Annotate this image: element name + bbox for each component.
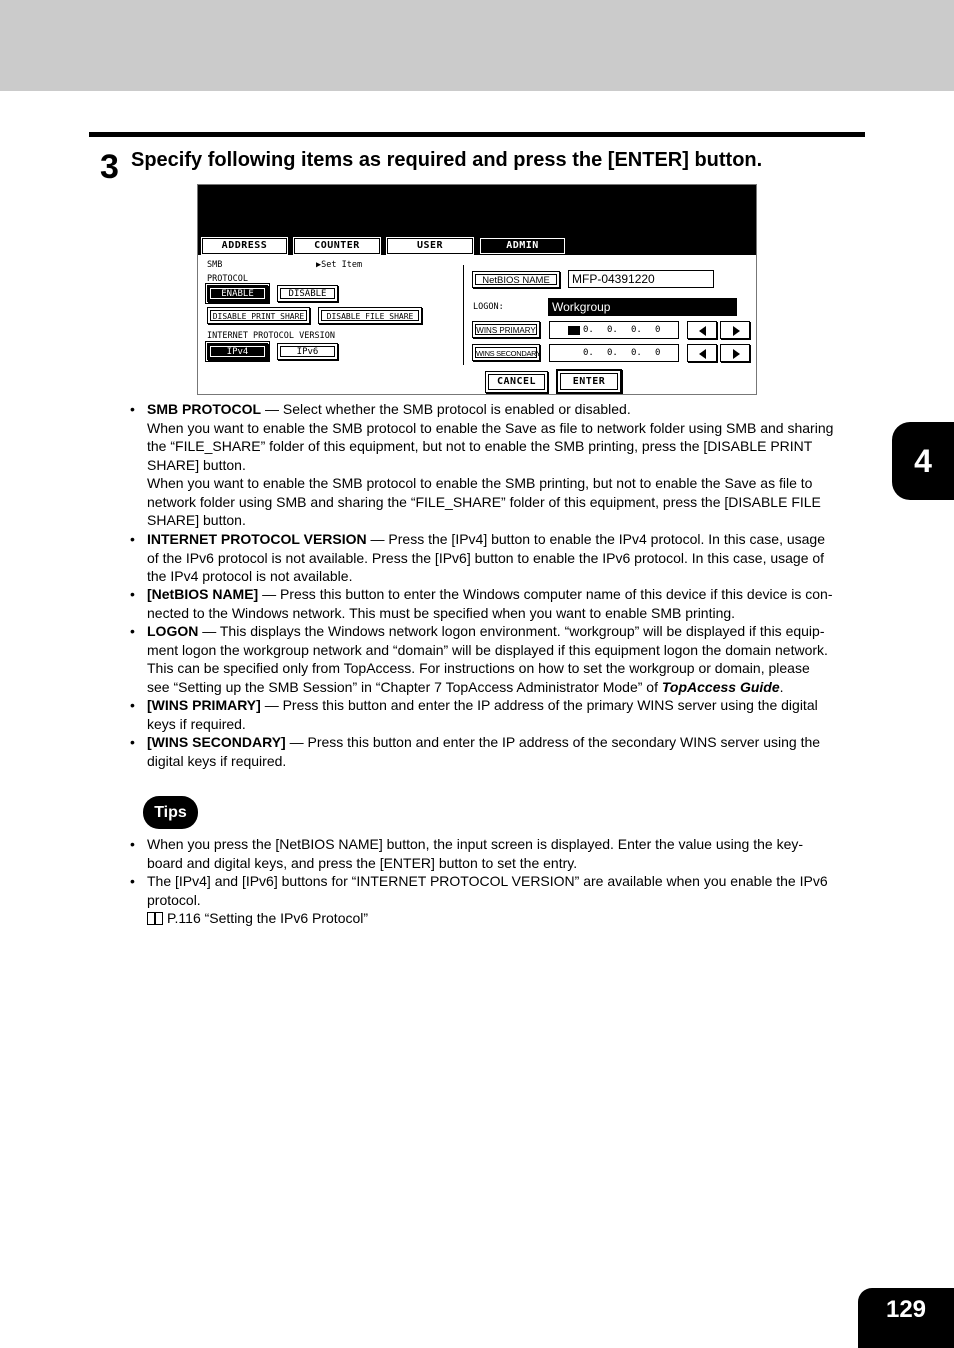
protocol-label: PROTOCOL: [207, 274, 248, 284]
list-item-netbios-name: • [NetBIOS NAME] — Press this button to enter the Windows computer name of this device if this device is con- nected to the Windows network. This must be specified when you want to enable SMB printing.: [130, 586, 833, 621]
list-item-logon: • LOGON — This displays the Windows network logon environment. “workgroup” will be displayed if this equip- ment logon the workgroup network and “domain” will be displayed if this equipment logon the domain network. This can be specified only from TopAccess. For instructions on how to set the workgroup or domain, please see “Setting up the SMB Session” in “Chapter 7 TopAccess Administrator Mode” of TopAccess Guide.: [130, 623, 828, 695]
ip-octet: 0.: [631, 325, 642, 335]
section-rule: [89, 132, 865, 137]
tab-user[interactable]: USER: [387, 238, 473, 254]
disable-file-share-button[interactable]: DISABLE FILE SHARE: [318, 307, 422, 324]
wins-primary-right-button[interactable]: [720, 321, 750, 339]
panel-divider: [463, 265, 464, 365]
wins-secondary-right-button[interactable]: [720, 344, 750, 362]
tip-item-ipv6: • The [IPv4] and [IPv6] buttons for “INTERNET PROTOCOL VERSION” are available when you enable the IPv6 protocol. P.116 “Setting the IPv6 Protocol”: [147, 872, 867, 928]
tips-badge: Tips: [143, 796, 198, 829]
chapter-tab: 4: [892, 422, 954, 500]
ip-octet: 0.: [607, 348, 618, 358]
ip-octet: 0.: [631, 348, 642, 358]
tip-item-netbios: • When you press the [NetBIOS NAME] button, the input screen is displayed. Enter the value using the key- board and digital keys, and press the [ENTER] button to set the entry.: [130, 836, 804, 871]
ipv4-button[interactable]: IPv4: [207, 343, 268, 360]
list-item-smb-protocol: • SMB PROTOCOL — Select whether the SMB protocol is enabled or disabled. When you want to enable the SMB protocol to enable the Save as file to network folder using SMB and sharing the “FILE_SHARE” folder of this equipment, but not to enable the SMB printing, press the [DISABLE PRINT SHARE] button. When you want to enable the SMB protocol to enable the SMB printing, but not to enable the Save as file to network folder using SMB and sharing the “FILE_SHARE” folder of this equipment, press the [DISABLE FILE SHARE] button.: [130, 401, 834, 528]
tab-counter[interactable]: COUNTER: [294, 238, 380, 254]
set-item-label: ▶Set Item: [316, 260, 363, 270]
tab-admin[interactable]: ADMIN: [480, 238, 565, 254]
wins-primary-left-button[interactable]: [687, 321, 717, 339]
disable-button[interactable]: DISABLE: [277, 285, 338, 302]
page-reference-link[interactable]: P.116 “Setting the IPv6 Protocol”: [147, 909, 867, 928]
wins-secondary-ip-field: [549, 344, 679, 362]
wins-primary-ip-field: [549, 321, 679, 339]
wins-secondary-button[interactable]: WINS SECONDARY: [472, 344, 540, 361]
ip-octet: 0.: [583, 348, 594, 358]
ip-octet: 0: [655, 348, 661, 358]
step-number: 3: [100, 148, 119, 186]
smb-label: SMB: [207, 260, 223, 270]
netbios-name-field: MFP-04391220: [568, 270, 714, 288]
play-icon: ▶: [316, 260, 322, 270]
page-number: 129: [858, 1288, 954, 1348]
logon-label: LOGON:: [473, 302, 504, 312]
arrow-left-icon: [699, 349, 706, 359]
input-cursor: [568, 326, 580, 335]
ipv6-button[interactable]: IPv6: [277, 343, 338, 360]
ip-version-label: INTERNET PROTOCOL VERSION: [207, 331, 335, 341]
header-band: [0, 0, 954, 91]
ip-octet: 0: [655, 325, 661, 335]
book-icon: [147, 912, 163, 924]
list-item-ip-version: • INTERNET PROTOCOL VERSION — Press the [IPv4] button to enable the IPv4 protocol. In this case, usage of the IPv6 protocol is not available. Press the [IPv6] button to enable the IPv6 protocol. In this case, usage of the IPv4 protocol is not available.: [130, 531, 826, 584]
tab-address[interactable]: ADDRESS: [202, 238, 287, 254]
wins-primary-button[interactable]: WINS PRIMARY: [472, 321, 540, 338]
ip-octet: 0.: [583, 325, 594, 335]
arrow-left-icon: [699, 326, 706, 336]
wins-secondary-left-button[interactable]: [687, 344, 717, 362]
logon-field: Workgroup: [548, 298, 737, 316]
netbios-name-button[interactable]: NetBIOS NAME: [472, 271, 560, 288]
arrow-right-icon: [733, 349, 740, 359]
arrow-right-icon: [733, 326, 740, 336]
enable-button[interactable]: ENABLE: [207, 285, 268, 302]
cancel-button[interactable]: CANCEL: [485, 371, 548, 393]
disable-print-share-button[interactable]: DISABLE PRINT SHARE: [207, 307, 310, 324]
ip-octet: 0.: [607, 325, 618, 335]
control-panel-screen: [197, 184, 757, 395]
list-item-wins-primary: • [WINS PRIMARY] — Press this button and enter the IP address of the primary WINS server using the digital keys if required.: [130, 697, 818, 732]
enter-button[interactable]: ENTER: [556, 369, 622, 394]
list-item-wins-secondary: • [WINS SECONDARY] — Press this button and enter the IP address of the secondary WINS server using the digital keys if required.: [130, 734, 821, 769]
step-heading: Specify following items as required and press the [ENTER] button.: [131, 149, 763, 171]
